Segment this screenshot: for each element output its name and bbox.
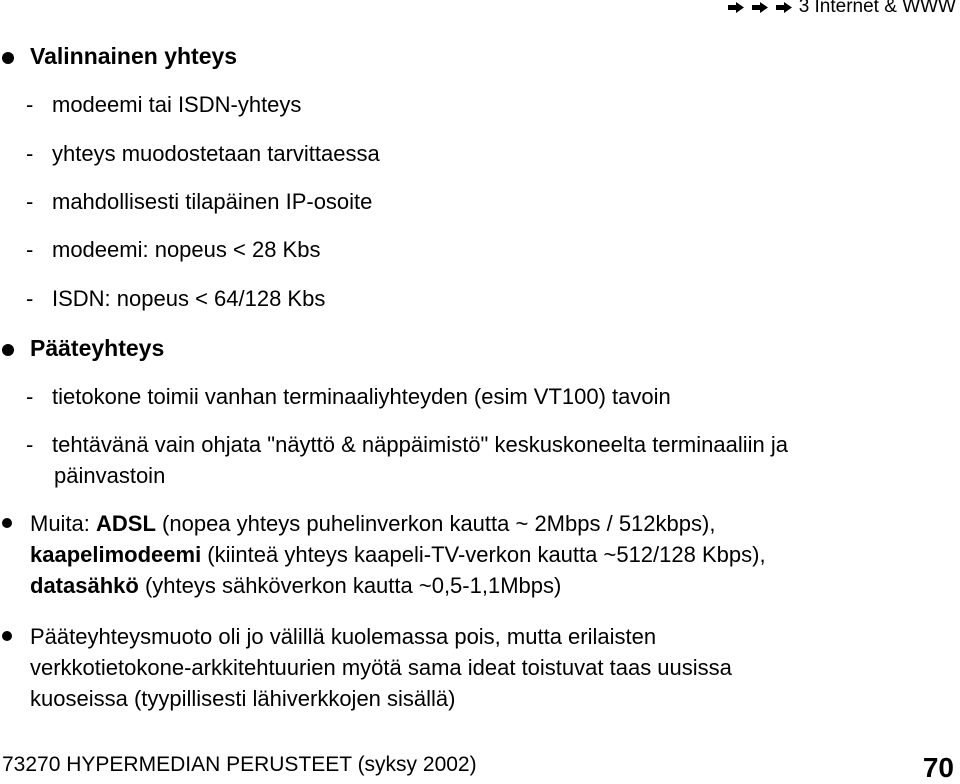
muita-paragraph: Muita: ADSL (nopea yhteys puhelinverkon kautta ~ 2Mbps / 512kbps), kaapelimodeemi (kiinteä yhteys kaapeli-TV-verkon kautta ~512/128 Kbps), datasähkö (yhteys sähköverkon kautta ~0,5-1,1Mbps) [30, 511, 766, 598]
pointing-hand-icon [727, 1, 745, 14]
bullet-icon [2, 518, 12, 528]
adsl-term: ADSL [96, 511, 156, 536]
footer-course: 73270 HYPERMEDIAN PERUSTEET (syksy 2002) [2, 753, 477, 776]
paatemuoto-paragraph: Pääteyhteysmuoto oli jo välillä kuolemassa pois, mutta erilaisten verkkotietokone-arkkitehtuurien myötä sama ideat toistuvat taas uusissa kuoseissa (tyypillisesti lähiverkkojen sisällä) [30, 624, 732, 711]
arrow-icons [727, 1, 793, 14]
list-item: - ISDN: nopeus < 64/128 Kbs [26, 286, 326, 311]
list-item: - tietokone toimii vanhan terminaaliyhteyden (esim VT100) tavoin [26, 384, 671, 409]
page-number: 70 [922, 752, 954, 783]
header [727, 0, 956, 18]
bullet-icon [2, 631, 12, 641]
pointing-hand-icon [775, 1, 793, 14]
bullet-icon [2, 344, 14, 356]
datasahko-term: datasähkö [30, 573, 139, 598]
list-item: - modeemi: nopeus < 28 Kbs [26, 237, 321, 262]
pointing-hand-icon [751, 1, 769, 14]
list-item-continuation: päinvastoin [54, 463, 166, 488]
bullet-icon [2, 52, 14, 64]
list-item: - tehtävänä vain ohjata "näyttö & näppäimistö" keskuskoneelta terminaaliin ja [26, 432, 788, 457]
list-item: - mahdollisesti tilapäinen IP-osoite [26, 189, 373, 214]
list-item: - yhteys muodostetaan tarvittaessa [26, 141, 380, 166]
section-heading: Pääteyhteys [30, 335, 165, 361]
section-heading: Valinnainen yhteys [30, 43, 238, 69]
kaapelimodeemi-term: kaapelimodeemi [30, 542, 202, 567]
section-title: 3 Internet & WWW [798, 0, 956, 17]
list-item: - modeemi tai ISDN-yhteys [26, 92, 302, 117]
